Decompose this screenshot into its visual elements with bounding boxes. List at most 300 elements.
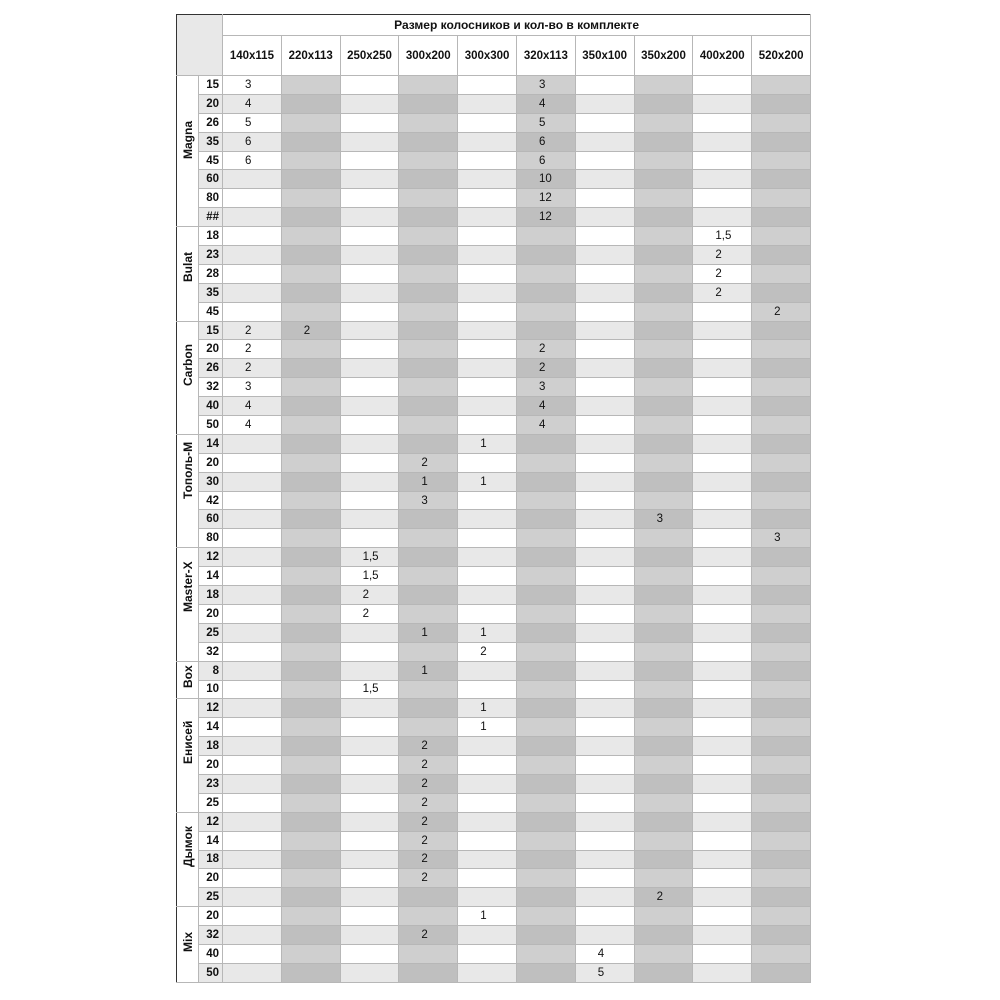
value-cell <box>693 907 752 926</box>
value-cell <box>340 302 399 321</box>
brand-cell <box>177 76 199 227</box>
value-cell <box>281 850 340 869</box>
value-cell <box>458 151 517 170</box>
value-cell <box>340 208 399 227</box>
value-cell <box>634 397 693 416</box>
value-cell <box>634 944 693 963</box>
value-cell: 2 <box>399 793 458 812</box>
value-cell: 2 <box>399 453 458 472</box>
value-cell <box>575 586 634 605</box>
power-cell: 20 <box>199 340 223 359</box>
value-cell <box>458 321 517 340</box>
value-cell <box>223 642 282 661</box>
value-cell: 2 <box>399 774 458 793</box>
value-cell <box>458 586 517 605</box>
value-cell <box>223 170 282 189</box>
value-cell <box>634 661 693 680</box>
value-cell <box>281 737 340 756</box>
value-cell <box>223 699 282 718</box>
value-cell <box>752 567 811 586</box>
value-cell <box>340 963 399 982</box>
power-cell: 23 <box>199 246 223 265</box>
value-cell <box>516 944 575 963</box>
value-cell <box>575 680 634 699</box>
power-cell: 15 <box>199 321 223 340</box>
value-cell <box>340 359 399 378</box>
value-cell <box>458 76 517 95</box>
value-cell <box>458 774 517 793</box>
value-cell <box>281 869 340 888</box>
value-cell <box>340 869 399 888</box>
power-cell: 28 <box>199 264 223 283</box>
value-cell <box>340 491 399 510</box>
value-cell <box>516 756 575 775</box>
value-cell <box>223 718 282 737</box>
brand-label: Box <box>180 665 195 688</box>
value-cell <box>575 907 634 926</box>
brand-label: Bulat <box>180 251 195 282</box>
value-cell <box>281 340 340 359</box>
brand-cell <box>177 227 199 321</box>
value-cell <box>693 321 752 340</box>
value-cell <box>752 397 811 416</box>
power-cell: 18 <box>199 850 223 869</box>
size-header-row <box>177 36 811 76</box>
power-cell: 20 <box>199 453 223 472</box>
table-row <box>177 831 811 850</box>
value-cell: 6 <box>223 132 282 151</box>
value-cell <box>223 302 282 321</box>
value-cell <box>693 737 752 756</box>
value-cell: 2 <box>223 321 282 340</box>
value-cell <box>575 737 634 756</box>
value-cell <box>693 699 752 718</box>
value-cell <box>340 227 399 246</box>
value-cell: 5 <box>223 113 282 132</box>
value-cell <box>458 850 517 869</box>
power-cell: 15 <box>199 76 223 95</box>
value-cell <box>693 718 752 737</box>
value-cell <box>281 567 340 586</box>
value-cell: 2 <box>223 340 282 359</box>
value-cell <box>340 944 399 963</box>
value-cell <box>458 113 517 132</box>
value-cell <box>752 189 811 208</box>
value-cell <box>693 774 752 793</box>
value-cell: 4 <box>223 416 282 435</box>
power-cell: 60 <box>199 170 223 189</box>
value-cell <box>340 831 399 850</box>
value-cell: 4 <box>223 94 282 113</box>
value-cell <box>634 604 693 623</box>
table-row <box>177 453 811 472</box>
value-cell <box>575 151 634 170</box>
value-cell <box>575 246 634 265</box>
brand-label: Тополь-М <box>180 441 195 500</box>
value-cell <box>752 831 811 850</box>
value-cell <box>634 113 693 132</box>
value-cell: 2 <box>458 642 517 661</box>
value-cell <box>399 359 458 378</box>
value-cell <box>752 132 811 151</box>
value-cell: 1 <box>399 623 458 642</box>
value-cell <box>340 434 399 453</box>
brand-cell <box>177 661 199 699</box>
value-cell <box>575 453 634 472</box>
value-cell <box>281 831 340 850</box>
table-row <box>177 472 811 491</box>
value-cell <box>281 397 340 416</box>
value-cell: 2 <box>223 359 282 378</box>
value-cell <box>399 888 458 907</box>
value-cell: 1 <box>458 907 517 926</box>
table-row <box>177 586 811 605</box>
value-cell <box>223 623 282 642</box>
corner-cell <box>177 15 223 76</box>
value-cell <box>399 548 458 567</box>
value-cell <box>575 76 634 95</box>
value-cell <box>458 378 517 397</box>
value-cell <box>575 416 634 435</box>
value-cell <box>634 170 693 189</box>
value-cell <box>281 586 340 605</box>
value-cell <box>752 453 811 472</box>
power-cell: 20 <box>199 756 223 775</box>
value-cell <box>340 94 399 113</box>
value-cell <box>752 472 811 491</box>
value-cell: 1 <box>458 699 517 718</box>
value-cell <box>340 132 399 151</box>
value-cell: 10 <box>516 170 575 189</box>
value-cell <box>281 434 340 453</box>
value-cell <box>340 642 399 661</box>
value-cell <box>575 208 634 227</box>
value-cell <box>458 529 517 548</box>
value-cell <box>223 208 282 227</box>
value-cell <box>575 434 634 453</box>
value-cell <box>693 378 752 397</box>
power-cell: 12 <box>199 812 223 831</box>
value-cell: 2 <box>340 604 399 623</box>
value-cell <box>223 567 282 586</box>
value-cell <box>575 94 634 113</box>
value-cell <box>516 472 575 491</box>
value-cell <box>458 283 517 302</box>
brand-cell <box>177 907 199 983</box>
value-cell: 2 <box>399 756 458 775</box>
value-cell <box>516 812 575 831</box>
value-cell <box>223 869 282 888</box>
value-cell: 1,5 <box>340 680 399 699</box>
value-cell <box>693 302 752 321</box>
value-cell <box>752 718 811 737</box>
value-cell <box>516 453 575 472</box>
power-cell: 25 <box>199 888 223 907</box>
value-cell <box>634 793 693 812</box>
value-cell <box>634 737 693 756</box>
value-cell <box>634 416 693 435</box>
value-cell <box>575 189 634 208</box>
value-cell: 1 <box>399 472 458 491</box>
value-cell <box>575 699 634 718</box>
value-cell: 3 <box>752 529 811 548</box>
value-cell <box>752 378 811 397</box>
value-cell <box>516 302 575 321</box>
size-header-350x100: 350x100 <box>575 36 634 76</box>
brand-label: Енисей <box>180 720 195 764</box>
power-cell: 10 <box>199 680 223 699</box>
value-cell <box>693 963 752 982</box>
value-cell <box>458 963 517 982</box>
value-cell: 1 <box>458 472 517 491</box>
value-cell <box>575 227 634 246</box>
value-cell <box>516 529 575 548</box>
table-row <box>177 359 811 378</box>
brand-cell <box>177 321 199 434</box>
power-cell: 12 <box>199 699 223 718</box>
value-cell <box>575 793 634 812</box>
table-row <box>177 378 811 397</box>
table-row <box>177 661 811 680</box>
value-cell: 4 <box>516 416 575 435</box>
value-cell <box>399 963 458 982</box>
value-cell <box>223 246 282 265</box>
value-cell <box>634 699 693 718</box>
value-cell <box>223 926 282 945</box>
value-cell <box>399 699 458 718</box>
value-cell <box>634 302 693 321</box>
value-cell <box>634 132 693 151</box>
value-cell: 2 <box>399 869 458 888</box>
value-cell <box>399 586 458 605</box>
value-cell <box>458 94 517 113</box>
value-cell <box>281 76 340 95</box>
value-cell <box>458 510 517 529</box>
value-cell <box>340 510 399 529</box>
power-cell: 45 <box>199 302 223 321</box>
value-cell <box>458 604 517 623</box>
power-cell: 40 <box>199 944 223 963</box>
value-cell <box>223 548 282 567</box>
value-cell <box>516 586 575 605</box>
value-cell <box>458 831 517 850</box>
value-cell: 1 <box>399 661 458 680</box>
value-cell <box>575 812 634 831</box>
value-cell: 6 <box>516 151 575 170</box>
value-cell <box>693 793 752 812</box>
value-cell <box>575 132 634 151</box>
table-row <box>177 604 811 623</box>
table-row <box>177 907 811 926</box>
value-cell <box>634 869 693 888</box>
value-cell <box>340 699 399 718</box>
value-cell <box>223 491 282 510</box>
power-cell: 35 <box>199 283 223 302</box>
value-cell <box>223 793 282 812</box>
value-cell: 2 <box>693 283 752 302</box>
value-cell <box>693 340 752 359</box>
size-header-300x300: 300x300 <box>458 36 517 76</box>
power-cell: 25 <box>199 623 223 642</box>
value-cell <box>752 812 811 831</box>
brand-label: Carbon <box>180 343 195 386</box>
table-row <box>177 926 811 945</box>
value-cell <box>399 283 458 302</box>
value-cell <box>693 151 752 170</box>
value-cell <box>634 774 693 793</box>
value-cell <box>223 434 282 453</box>
value-cell: 5 <box>575 963 634 982</box>
table-row <box>177 227 811 246</box>
value-cell <box>634 491 693 510</box>
table-row <box>177 208 811 227</box>
value-cell <box>399 397 458 416</box>
value-cell <box>752 208 811 227</box>
value-cell <box>281 812 340 831</box>
power-cell: 18 <box>199 737 223 756</box>
value-cell <box>752 510 811 529</box>
value-cell <box>340 189 399 208</box>
grate-size-table <box>176 14 811 983</box>
table-row <box>177 680 811 699</box>
value-cell <box>399 944 458 963</box>
table-row <box>177 132 811 151</box>
power-cell: 26 <box>199 113 223 132</box>
value-cell <box>693 661 752 680</box>
value-cell <box>281 756 340 775</box>
value-cell <box>281 548 340 567</box>
value-cell <box>223 831 282 850</box>
value-cell <box>399 208 458 227</box>
value-cell <box>399 302 458 321</box>
value-cell <box>575 831 634 850</box>
value-cell <box>458 170 517 189</box>
value-cell <box>281 283 340 302</box>
value-cell <box>516 888 575 907</box>
table-row <box>177 151 811 170</box>
value-cell <box>223 586 282 605</box>
brand-cell <box>177 812 199 906</box>
value-cell <box>575 604 634 623</box>
value-cell <box>693 189 752 208</box>
value-cell <box>399 416 458 435</box>
table-row <box>177 491 811 510</box>
value-cell <box>575 283 634 302</box>
value-cell <box>693 623 752 642</box>
value-cell <box>458 340 517 359</box>
power-cell: 18 <box>199 227 223 246</box>
value-cell <box>281 529 340 548</box>
value-cell <box>752 963 811 982</box>
size-header-250x250: 250x250 <box>340 36 399 76</box>
brand-cell <box>177 548 199 661</box>
value-cell <box>281 151 340 170</box>
value-cell: 1 <box>458 718 517 737</box>
power-cell: 32 <box>199 642 223 661</box>
value-cell: 2 <box>752 302 811 321</box>
value-cell <box>516 774 575 793</box>
value-cell <box>752 170 811 189</box>
value-cell <box>752 642 811 661</box>
value-cell <box>575 888 634 907</box>
value-cell <box>399 189 458 208</box>
value-cell <box>752 680 811 699</box>
value-cell <box>575 170 634 189</box>
power-cell: 32 <box>199 926 223 945</box>
table-row <box>177 756 811 775</box>
value-cell <box>634 227 693 246</box>
value-cell <box>575 321 634 340</box>
value-cell <box>281 510 340 529</box>
value-cell <box>575 756 634 775</box>
value-cell <box>340 812 399 831</box>
value-cell <box>752 491 811 510</box>
table-row <box>177 246 811 265</box>
value-cell <box>399 680 458 699</box>
value-cell <box>693 510 752 529</box>
value-cell <box>693 416 752 435</box>
value-cell <box>281 963 340 982</box>
value-cell <box>399 151 458 170</box>
value-cell <box>516 680 575 699</box>
value-cell <box>634 586 693 605</box>
value-cell <box>634 321 693 340</box>
value-cell <box>693 94 752 113</box>
table-row <box>177 812 811 831</box>
power-cell: 80 <box>199 529 223 548</box>
value-cell <box>634 378 693 397</box>
value-cell <box>752 359 811 378</box>
table-row <box>177 510 811 529</box>
value-cell <box>634 548 693 567</box>
value-cell <box>693 831 752 850</box>
value-cell <box>693 529 752 548</box>
value-cell <box>575 302 634 321</box>
brand-label: Mix <box>180 932 195 953</box>
table-row <box>177 774 811 793</box>
value-cell <box>516 567 575 586</box>
table-row <box>177 264 811 283</box>
value-cell <box>752 283 811 302</box>
value-cell <box>634 963 693 982</box>
power-cell: ## <box>199 208 223 227</box>
value-cell <box>458 869 517 888</box>
value-cell <box>399 94 458 113</box>
value-cell <box>458 453 517 472</box>
value-cell <box>575 359 634 378</box>
value-cell <box>458 416 517 435</box>
value-cell <box>693 208 752 227</box>
value-cell: 3 <box>399 491 458 510</box>
table-row <box>177 113 811 132</box>
value-cell: 6 <box>516 132 575 151</box>
value-cell <box>752 926 811 945</box>
value-cell <box>458 246 517 265</box>
value-cell <box>458 548 517 567</box>
value-cell: 12 <box>516 189 575 208</box>
value-cell <box>516 246 575 265</box>
value-cell <box>575 491 634 510</box>
value-cell <box>693 680 752 699</box>
value-cell <box>575 623 634 642</box>
value-cell <box>575 548 634 567</box>
value-cell <box>516 548 575 567</box>
value-cell <box>399 434 458 453</box>
value-cell: 2 <box>399 926 458 945</box>
value-cell: 1 <box>458 434 517 453</box>
value-cell <box>399 132 458 151</box>
value-cell: 2 <box>693 246 752 265</box>
